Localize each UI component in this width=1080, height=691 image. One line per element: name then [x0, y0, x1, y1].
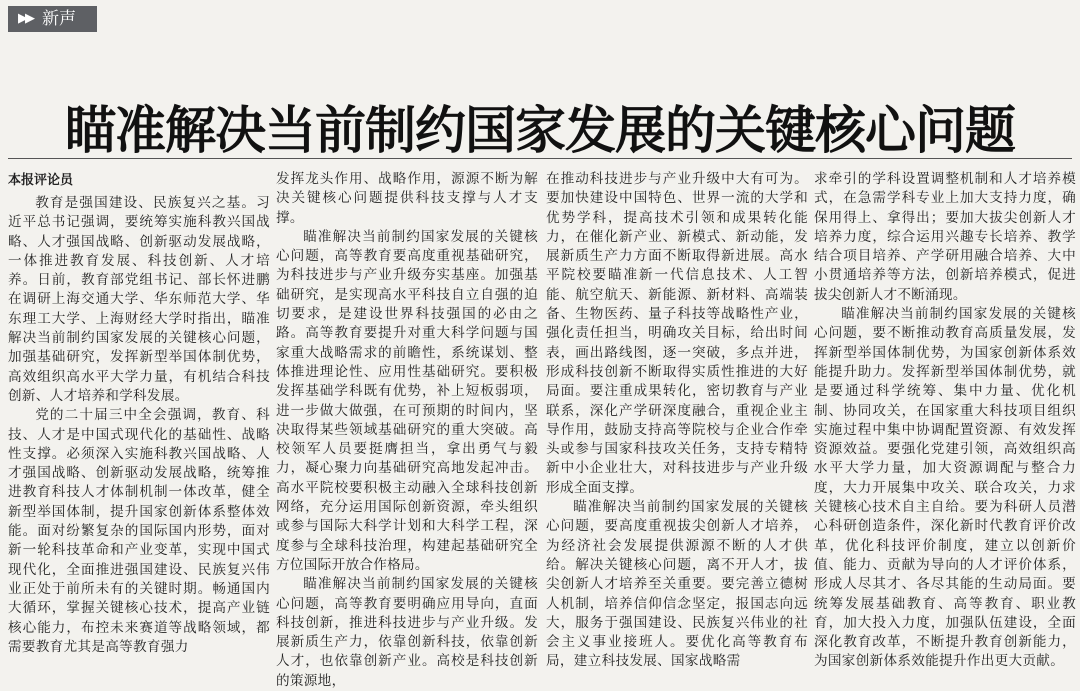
- article-column-2: [276, 170, 538, 689]
- article-column-3: [546, 170, 808, 670]
- byline: 本报评论员: [8, 173, 74, 188]
- paragraph-continued: 求牵引的学科设置调整机制和人才培养模式，在急需学科专业上加大支持力度，确保用得上、拿得出；要加大拔尖创新人才培养力度，综合运用兴趣专长培养、教学结合项目培养、产学研用融合培养、大中小贯通培养等方法，创新培养模式，促进拔尖创新人才不断涌现。: [814, 171, 1076, 303]
- paragraph-continued: 发挥龙头作用、战略作用，源源不断为解决关键核心问题提供科技支撑与人才支撑。: [276, 171, 538, 226]
- paragraph: 瞄准解决当前制约国家发展的关键核心问题，要不断推动教育高质量发展，发挥新型举国体制优势，为国家创新体系效能提升助力。发挥新型举国体制优势，就是要通过科学统筹、集中力量、优化机制、协同攻关，在国家重大科技项目组织实施过程中集中协调配置资源、有效发挥资源效益。要强化党建引领，高效组织高水平大学力量，加大资源调配与整合力度，大力开展集中攻关、联合攻关，力求关键核心技术自主自给。要为科研人员潜心科研创造条件，深化新时代教育评价改革，优化科技评价制度，建立以创新价值、能力、贡献为导向的人才评价体系，形成人尽其才、各尽其能的生动局面。要统筹发展基础教育、高等教育、职业教育，加大投入力度，加强队伍建设，全面深化教育改革，不断提升教育创新能力，为国家创新体系效能提升作出更大贡献。: [814, 306, 1076, 670]
- section-tag: [8, 6, 97, 32]
- paragraph: 瞄准解决当前制约国家发展的关键核心问题，高等教育要高度重视基础研究，为科技进步与产业升级夯实基座。加强基础研究，是实现高水平科技自立自强的迫切要求，是建设世界科技强国的必由之路。高等教育要提升对重大科学问题与国家重大战略需求的前瞻性，系统谋划、整体推进理论性、应用性基础研究。要积极发挥基础学科既有优势，补上短板弱项，进一步做大做强，在可预期的时间内，坚决取得某些领域基础研究的重大突破。高校领军人员要挺膺担当，拿出勇气与毅力，凝心聚力向基础研究高地发起冲击。高水平院校要积极主动融入全球科技创新网络，充分运用国际创新资源，牵头组织或参与国际大科学计划和大科学工程，深度参与全球科技治理，构建起基础研究全方位国际开放合作格局。: [276, 228, 538, 573]
- paragraph: 党的二十届三中全会强调，教育、科技、人才是中国式现代化的基础性、战略性支撑。必须深入实施科教兴国战略、人才强国战略、创新驱动发展战略，统筹推进教育科技人才体制机制一体改革，健全新型举国体制，提升国家创新体系整体效能。面对纷繁复杂的国际国内形势，面对新一轮科技革命和产业变革，实现中国式现代化，全面推进强国建设、民族复兴伟业正处于前所未有的关键时期。畅通国内大循环，掌握关键核心技术，提高产业链核心能力，布控未来赛道等战略领域，都需要教育尤其是高等教育强力: [8, 407, 270, 655]
- headline-divider: [8, 158, 1072, 159]
- paragraph: 教育是强国建设、民族复兴之基。习近平总书记强调，要统筹实施科教兴国战略、人才强国战略、创新驱动发展战略，一体推进教育发展、科技创新、人才培养。日前，教育部党组书记、部长怀进鹏在调研上海交通大学、华东师范大学、华东理工大学、上海财经大学时指出，瞄准解决当前制约国家发展的关键核心问题，加强基础研究，发挥新型举国体制优势，高效组织高水平大学力量，有机结合科技创新、人才培养和学科发展。: [8, 195, 270, 404]
- play-arrows-icon: ▶▶: [18, 11, 32, 26]
- paragraph: 瞄准解决当前制约国家发展的关键核心问题，要高度重视拔尖创新人才培养，为经济社会发展提供源源不断的人才供给。解决关键核心问题，离不开人才，拔尖创新人才培养至关重要。要完善立德树人机制，培养信仰信念坚定，报国志向远大，服务于强国建设、民族复兴伟业的社会主义事业接班人。要优化高等教育布局，建立科技发展、国家战略需: [546, 499, 808, 670]
- section-tag-label: 新声: [42, 9, 76, 29]
- paragraph-continued: 在推动科技进步与产业升级中大有可为。要加快建设中国特色、世界一流的大学和优势学科，提高技术引领和成果转化能力，在催化新产业、新模式、新动能，发展新质生产力方面不断取得新进展。高水平院校要瞄准新一代信息技术、人工智能、航空航天、新能源、新材料、高端装备、生物医药、量子科技等战略性产业，强化责任担当，明确攻关目标，给出时间表，画出路线图，逐一突破，多点并进，形成科技创新不断取得实质性推进的大好局面。要注重成果转化，密切教育与产业联系，深化产学研深度融合，重视企业主导作用，鼓励支持高等院校与企业合作牵头或参与国家科技攻关任务，支持专精特新中小企业壮大，对科技进步与产业升级形成全面支撑。: [546, 171, 808, 496]
- article-column-1: [8, 170, 270, 655]
- paragraph: 瞄准解决当前制约国家发展的关键核心问题，高等教育要明确应用导向，直面科技创新，推进科技进步与产业升级。发展新质生产力，依靠创新科技，依靠创新人才，也依靠创新产业。高校是科技创新的策源地，: [276, 576, 538, 689]
- article-column-4: [814, 170, 1076, 670]
- article-headline: 瞄准解决当前制约国家发展的关键核心问题: [64, 102, 1015, 162]
